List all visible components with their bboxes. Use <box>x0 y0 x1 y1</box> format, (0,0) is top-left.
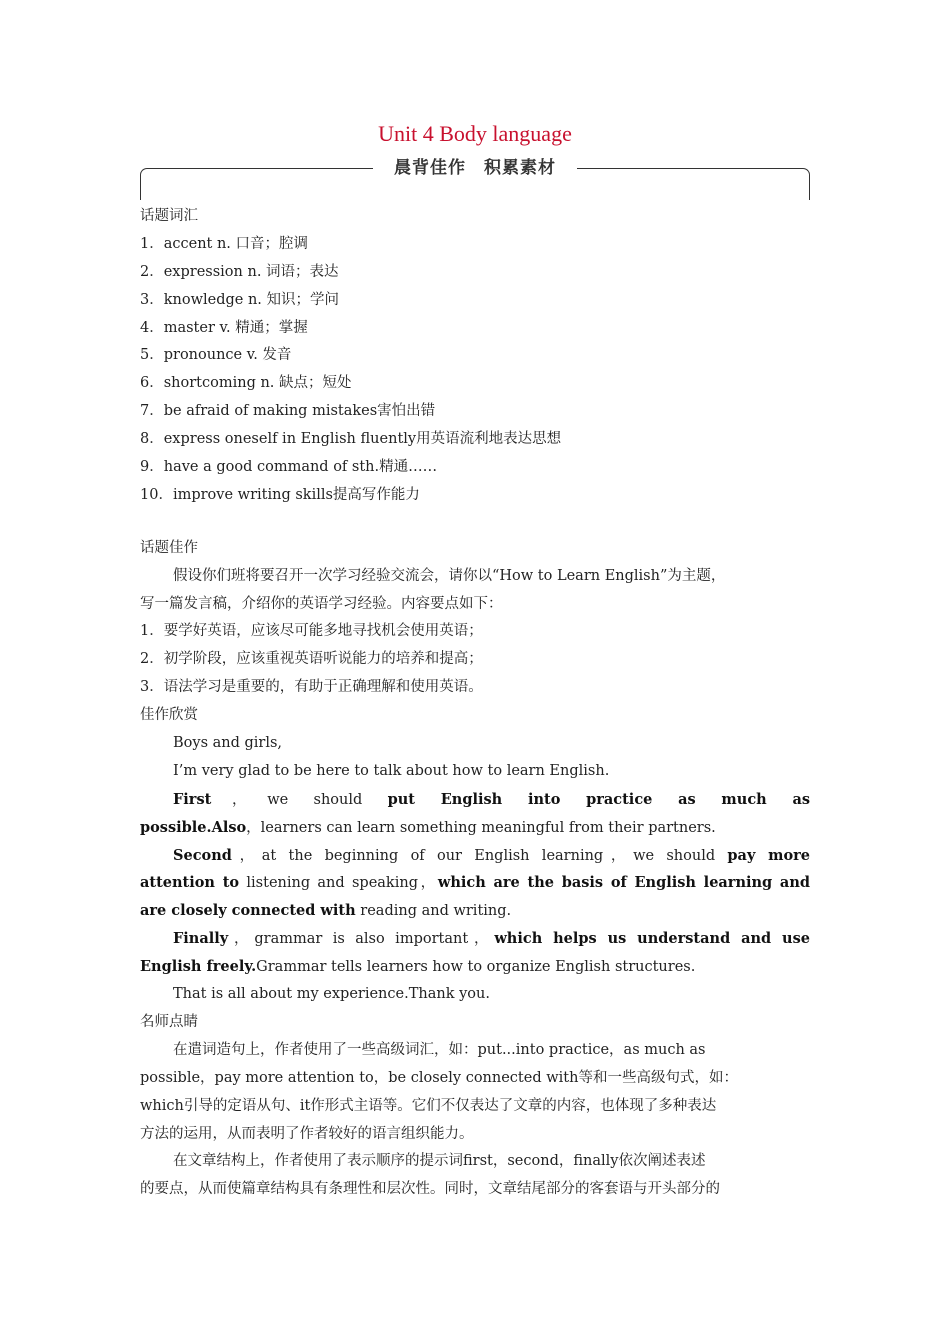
task-intro: 假设你们班将要召开一次学习经验交流会，请你以“How to Learn English”为主题， <box>173 567 726 584</box>
vocab-item: 3．knowledge n. 知识；学问 <box>140 291 340 308</box>
vocab-item: 7．be afraid of making mistakes害怕出错 <box>140 403 436 420</box>
unit-title: Unit 4 Body language <box>378 121 572 146</box>
essay-paragraph-line <box>140 842 810 870</box>
bold-phrase: put English into practice as much as <box>387 790 810 808</box>
essay-greeting: Boys and girls, <box>173 735 283 752</box>
bold-phrase: Finally <box>173 930 229 948</box>
text-run: reading and writing. <box>355 903 512 920</box>
comment-line: 的要点，从而使篇章结构具有条理性和层次性。同时，文章结尾部分的客套语与开头部分的 <box>140 1181 720 1198</box>
essay-paragraph-line <box>140 814 810 842</box>
essay-heading: 佳作欣赏 <box>140 707 198 724</box>
vocab-item: 4．master v. 精通；掌握 <box>140 319 308 336</box>
essay-paragraph-line <box>140 925 810 953</box>
essay-closing: That is all about my experience.Thank you. <box>173 986 490 1003</box>
comment-line: 在文章结构上，作者使用了表示顺序的提示词first，second，finally依次阐述表述 <box>173 1153 706 1170</box>
bold-phrase: First <box>173 790 212 808</box>
text-run: ，at the beginning of our English learning，we should <box>231 847 728 864</box>
vocab-item: 5．pronounce v. 发音 <box>140 347 292 364</box>
banner-left: 晨背佳作 <box>394 158 466 178</box>
task-point: 3．语法学习是重要的，有助于正确理解和使用英语。 <box>140 679 483 696</box>
bold-phrase: attention to <box>140 874 240 892</box>
bold-phrase: which are the basis of English learning and <box>437 874 810 892</box>
essay-paragraph-line <box>140 869 810 897</box>
text-run: ，we should <box>211 791 388 808</box>
task-point: 1．要学好英语，应该尽可能多地寻找机会使用英语； <box>140 623 483 640</box>
banner-right: 积累素材 <box>484 158 556 178</box>
vocab-heading: 话题词汇 <box>140 208 198 224</box>
task-heading: 话题佳作 <box>140 539 198 556</box>
task-point: 2．初学阶段，应该重视英语听说能力的培养和提高； <box>140 651 483 668</box>
text-run: listening and speaking， <box>239 875 438 892</box>
comment-line: possible，pay more attention to，be closely connected with等和一些高级句式，如： <box>140 1069 738 1086</box>
bold-phrase: Second <box>173 846 232 864</box>
page-content <box>140 203 810 1204</box>
essay-paragraph-line <box>140 953 810 981</box>
section-banner <box>373 155 577 181</box>
bold-phrase: English freely. <box>140 958 257 976</box>
vocab-item: 8．express oneself in English fluently用英语流利地表达思想 <box>140 431 562 448</box>
text-run: ，grammar is also important， <box>228 931 495 948</box>
vocab-item: 2．expression n. 词语；表达 <box>140 263 339 280</box>
bold-phrase: possible.Also <box>140 818 247 836</box>
text-run: Grammar tells learners how to organize English structures. <box>256 959 696 976</box>
comment-line: 方法的运用，从而表明了作者较好的语言组织能力。 <box>140 1125 474 1142</box>
comment-heading: 名师点睛 <box>140 1013 198 1030</box>
vocab-item: 6．shortcoming n. 缺点；短处 <box>140 375 352 392</box>
essay-opening: I’m very glad to be here to talk about how to learn English. <box>173 762 610 779</box>
bold-phrase: are closely connected with <box>140 902 356 920</box>
vocab-item: 1．accent n. 口音；腔调 <box>140 235 309 252</box>
vocab-item: 9．have a good command of sth.精通…… <box>140 459 438 476</box>
spacer <box>140 510 810 535</box>
essay-paragraph-line <box>140 897 810 925</box>
essay-paragraph-line <box>140 786 810 814</box>
text-run: ，learners can learn something meaningful from their partners. <box>246 819 716 836</box>
bold-phrase: which helps us understand and use <box>494 930 810 948</box>
task-intro: 写一篇发言稿，介绍你的英语学习经验。内容要点如下： <box>140 595 503 612</box>
vocab-item: 10．improve writing skills提高写作能力 <box>140 486 420 503</box>
bold-phrase: pay more <box>727 846 810 864</box>
comment-line: which引导的定语从句、it作形式主语等。它们不仅表达了文章的内容，也体现了多种表达 <box>140 1097 717 1114</box>
comment-line: 在遣词造句上，作者使用了一些高级词汇，如：put...into practice，as much as <box>173 1041 706 1058</box>
